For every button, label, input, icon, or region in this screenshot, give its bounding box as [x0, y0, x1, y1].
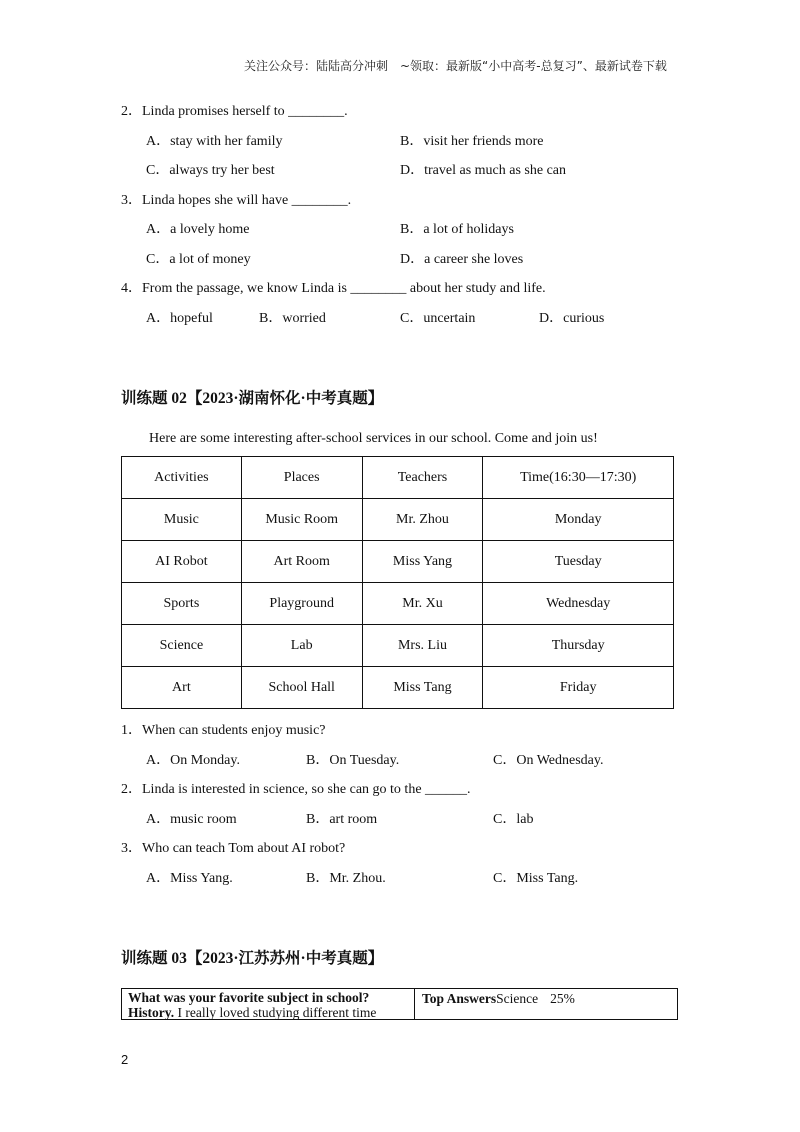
- s2-question-1-option-a: A．On Monday.: [146, 753, 240, 768]
- table-row: [122, 583, 674, 625]
- table-cell: Art Room: [241, 541, 362, 583]
- table-cell: School Hall: [241, 667, 362, 709]
- question-3-option-b: B．a lot of holidays: [400, 222, 514, 237]
- survey-question: What was your favorite subject in school?: [128, 990, 370, 1005]
- survey-box: [121, 988, 678, 1020]
- question-3-option-c: C．a lot of money: [146, 252, 251, 267]
- question-2-option-d: D．travel as much as she can: [400, 163, 566, 178]
- table-header-cell: Activities: [122, 457, 242, 499]
- table-cell: Science: [122, 625, 242, 667]
- s2-question-3-stem: 3．Who can teach Tom about AI robot?: [121, 841, 346, 856]
- top-answer-subject: Science: [496, 991, 539, 1006]
- survey-question-cell: [122, 989, 415, 1019]
- table-header-row: [122, 457, 674, 499]
- table-cell: Mr. Zhou: [362, 499, 483, 541]
- s2-question-3-option-b: B．Mr. Zhou.: [306, 871, 386, 886]
- table-cell: Mrs. Liu: [362, 625, 483, 667]
- question-4-option-d: D．curious: [539, 311, 605, 326]
- table-cell: Tuesday: [483, 541, 674, 583]
- schedule-table: [121, 456, 674, 709]
- s2-question-1-stem: 1．When can students enjoy music?: [121, 723, 326, 738]
- table-row: [122, 667, 674, 709]
- s2-question-3-option-c: C．Miss Tang.: [493, 871, 579, 886]
- question-3-option-a: A．a lovely home: [146, 222, 250, 237]
- s2-question-2-option-a: A．music room: [146, 812, 237, 827]
- section-2-title: 训练题 02【2023·湖南怀化·中考真题】: [121, 390, 384, 407]
- question-3-stem: 3．Linda hopes she will have ________.: [121, 193, 352, 208]
- section-2-intro: Here are some interesting after-school services in our school. Come and join us!: [149, 431, 598, 446]
- s2-question-2-option-b: B．art room: [306, 812, 378, 827]
- table-cell: Thursday: [483, 625, 674, 667]
- top-answer-percent: 25%: [550, 991, 575, 1006]
- section-3-title: 训练题 03【2023·江苏苏州·中考真题】: [121, 950, 384, 967]
- survey-answer-text: I really loved studying different time: [174, 1005, 377, 1020]
- table-row: [122, 499, 674, 541]
- table-cell: Friday: [483, 667, 674, 709]
- table-cell: Art: [122, 667, 242, 709]
- table-cell: Mr. Xu: [362, 583, 483, 625]
- table-cell: Sports: [122, 583, 242, 625]
- question-4-option-c: C．uncertain: [400, 311, 476, 326]
- table-cell: Wednesday: [483, 583, 674, 625]
- table-cell: Music: [122, 499, 242, 541]
- s2-question-1-option-c: C．On Wednesday.: [493, 753, 604, 768]
- page-header: 关注公众号：陆陆高分冲刺 ~领取：最新版“小中高考-总复习”、最新试卷下载: [244, 59, 667, 73]
- s2-question-1-option-b: B．On Tuesday.: [306, 753, 400, 768]
- s2-question-3-option-a: A．Miss Yang.: [146, 871, 233, 886]
- table-cell: Monday: [483, 499, 674, 541]
- table-cell: Miss Tang: [362, 667, 483, 709]
- s2-question-2-stem: 2．Linda is interested in science, so she can go to the ______.: [121, 782, 471, 797]
- question-4-option-a: A．hopeful: [146, 311, 213, 326]
- table-header-cell: Places: [241, 457, 362, 499]
- table-cell: Music Room: [241, 499, 362, 541]
- survey-answer: [128, 1005, 408, 1020]
- survey-answer-subject: History.: [128, 1005, 175, 1020]
- question-2-option-c: C．always try her best: [146, 163, 275, 178]
- table-cell: Lab: [241, 625, 362, 667]
- table-header-cell: Teachers: [362, 457, 483, 499]
- question-3-option-d: D．a career she loves: [400, 252, 524, 267]
- question-2-stem: 2．Linda promises herself to ________.: [121, 104, 348, 119]
- question-4-stem: 4．From the passage, we know Linda is ________ about her study and life.: [121, 281, 546, 296]
- question-2-option-a: A．stay with her family: [146, 134, 283, 149]
- question-4-option-b: B．worried: [259, 311, 326, 326]
- question-2-option-b: B．visit her friends more: [400, 134, 544, 149]
- table-header-cell: Time(16:30—17:30): [483, 457, 674, 499]
- table-cell: AI Robot: [122, 541, 242, 583]
- top-answers-label: Top Answers: [422, 991, 497, 1006]
- s2-question-2-option-c: C．lab: [493, 812, 534, 827]
- table-row: [122, 541, 674, 583]
- top-answers-cell: [416, 989, 581, 1009]
- page-number: 2: [121, 1052, 129, 1067]
- table-cell: Miss Yang: [362, 541, 483, 583]
- table-cell: Playground: [241, 583, 362, 625]
- table-row: [122, 625, 674, 667]
